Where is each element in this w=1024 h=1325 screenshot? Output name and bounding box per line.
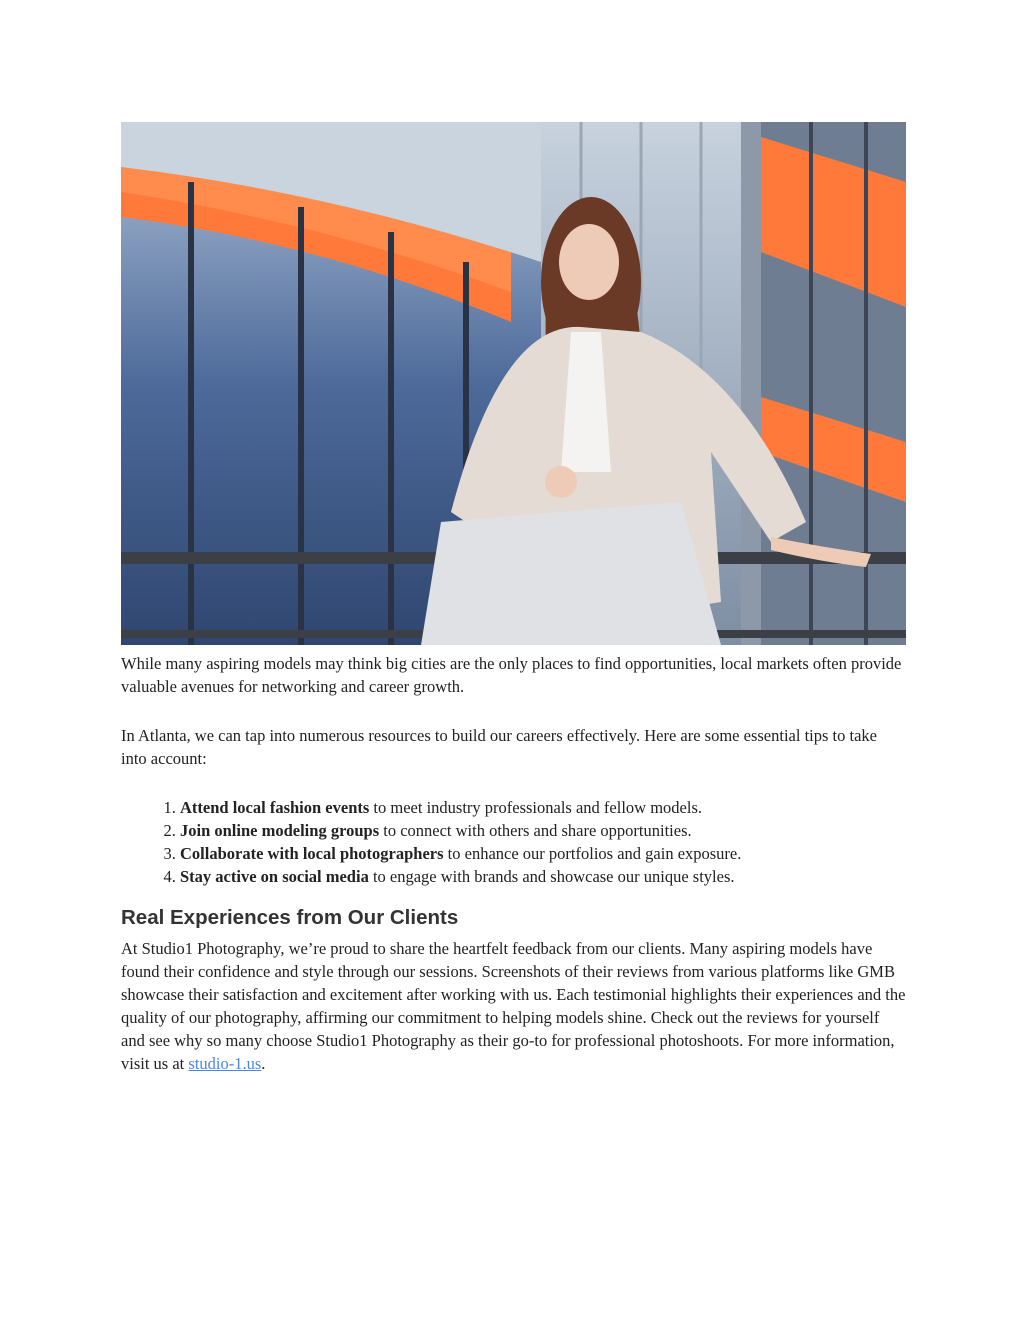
- list-item: [180, 796, 906, 819]
- model-photo-illustration: [121, 122, 906, 645]
- hero-photo: [121, 122, 906, 645]
- intro-paragraph-2: In Atlanta, we can tap into numerous resources to build our careers effectively. Here are some essential tips to take into account:: [121, 726, 877, 768]
- section-end: .: [261, 1054, 266, 1073]
- section-paragraph: [121, 937, 906, 1075]
- tip-text: to meet industry professionals and fellow models.: [369, 798, 702, 817]
- document-page: [121, 122, 906, 1075]
- section-body-text: At Studio1 Photography, we’re proud to share the heartfelt feedback from our clients. Many aspiring models have found their confidence and style through our sessions. Screenshots of their reviews from various platforms like GMB showcase their satisfaction and excitement after working with us. Each testimonial highlights their experiences and the quality of our photography, affirming our commitment to helping models shine. Check out the reviews for yourself and see why so many choose Studio1 Photography as their go-to for professional photoshoots. For more information, visit us at: [121, 939, 906, 1073]
- studio-link[interactable]: studio-1.us: [188, 1054, 262, 1073]
- section-heading: Real Experiences from Our Clients: [121, 906, 459, 929]
- tip-title: Join online modeling groups: [180, 821, 380, 840]
- tip-text: to connect with others and share opportunities.: [379, 821, 692, 840]
- tip-text: to engage with brands and showcase our unique styles.: [368, 867, 735, 886]
- list-item: [180, 865, 906, 888]
- tip-title: Stay active on social media: [180, 867, 369, 886]
- intro-paragraph-1: While many aspiring models may think big cities are the only places to find opportunities, local markets often provide valuable avenues for networking and career growth.: [121, 654, 902, 696]
- tips-list: [121, 796, 906, 888]
- list-item: [180, 842, 906, 865]
- tip-title: Attend local fashion events: [180, 798, 370, 817]
- list-item: [180, 819, 906, 842]
- tip-text: to enhance our portfolios and gain exposure.: [443, 844, 742, 863]
- tip-title: Collaborate with local photographers: [180, 844, 444, 863]
